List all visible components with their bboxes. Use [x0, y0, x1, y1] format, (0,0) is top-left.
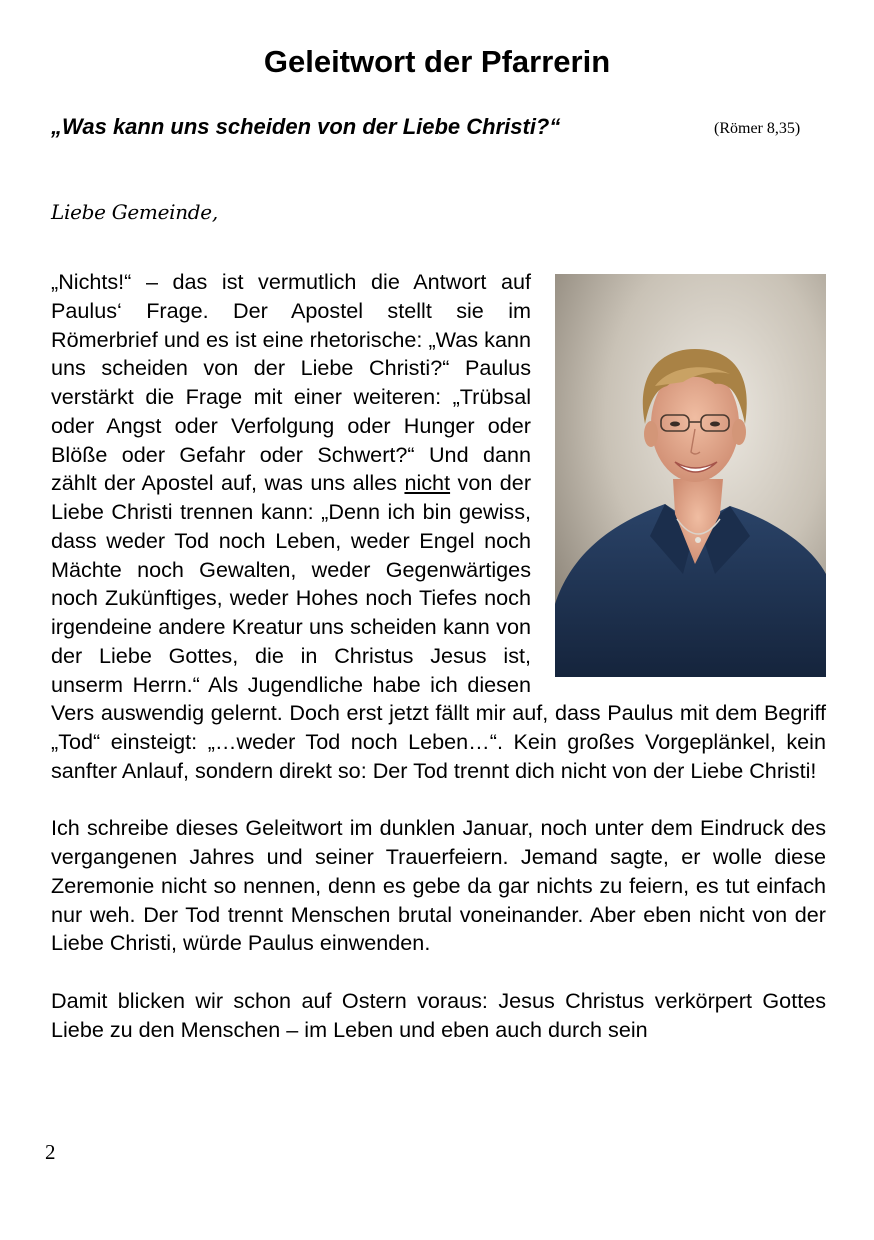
portrait-photo	[555, 274, 826, 677]
page-number: 2	[45, 1140, 56, 1164]
salutation: Liebe Gemeinde,	[51, 200, 218, 224]
article-body	[51, 268, 826, 1073]
bible-reference: (Römer 8,35)	[714, 120, 801, 137]
paragraph-1-text-b: von der Liebe Christi trennen kann: „Denn ich bin gewiss, dass weder Tod noch Leben, weder Engel noch Mächte noch Gewalten, weder Gegenwärtiges noch Zukünftiges, weder Hohes noch Tiefes noch irgendeine andere Kreatur uns scheiden kann von der Liebe Gottes, die in Christus Jesus ist, unserm Herrn.“ Als Jugendliche habe ich diesen Vers auswendig gelernt. Doch erst jetzt fällt mir auf, dass Paulus mit dem Begriff „Tod“ einsteigt: „…weder Tod noch Leben…“. Kein großes Vorgeplänkel, kein sanfter Anlauf, sondern direkt so: Der Tod trennt dich nicht von der Liebe Christi!	[51, 470, 826, 783]
bible-quote: „Was kann uns scheiden von der Liebe Christi?“	[51, 114, 561, 139]
paragraph-1-text-a: „Nichts!“ – das ist vermutlich die Antwort auf Paulus‘ Frage. Der Apostel stellt sie im Römerbrief und es ist eine rhetorische: „Was kann uns scheiden von der Liebe Christi?“ Paulus verstärkt die Frage mit einer weiteren: „Trübsal oder Angst oder Verfolgung oder Hunger oder Blöße oder Gefahr oder Schwert?“ Und dann zählt der Apostel auf, was uns alles	[51, 269, 531, 496]
paragraph-3: Damit blicken wir schon auf Ostern voraus: Jesus Christus verkörpert Gottes Liebe zu den Menschen – im Leben und eben auch durch sein	[51, 987, 826, 1042]
page-title: Geleitwort der Pfarrerin	[263, 44, 611, 79]
underlined-word: nicht	[404, 470, 451, 496]
paragraph-2: Ich schreibe dieses Geleitwort im dunklen Januar, noch unter dem Eindruck des vergangenen Jahres und seiner Trauerfeiern. Jemand sagte, er wolle diese Zeremonie nicht so nennen, denn es gebe da gar nichts zu feiern, es tut einfach nur weh. Der Tod trennt Menschen brutal voneinander. Aber eben nicht von der Liebe Christi, würde Paulus einwenden.	[51, 815, 826, 956]
